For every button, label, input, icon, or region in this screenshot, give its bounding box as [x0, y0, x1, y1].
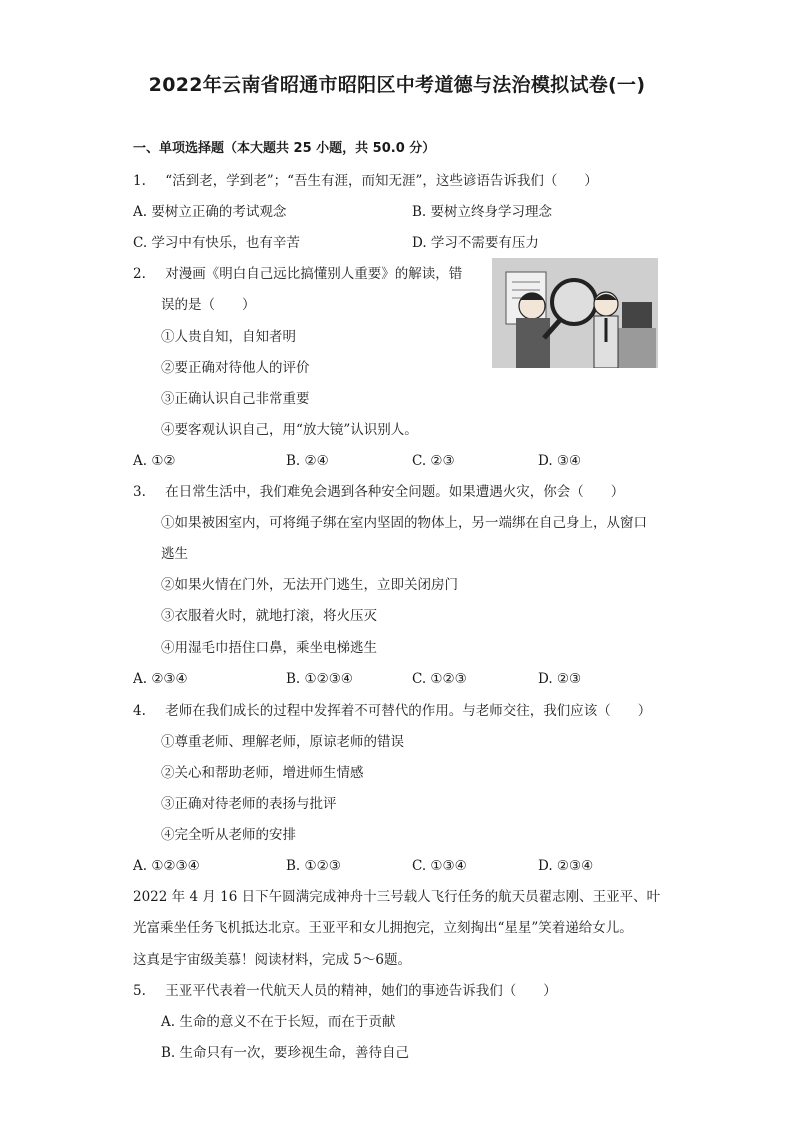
cartoon-illustration — [492, 258, 658, 368]
question-stem: “活到老，学到老”；“吾生有涯，而知无涯”，这些谚语告诉我们（ ） — [165, 173, 598, 189]
q3-item-4: ④用湿毛巾捂住口鼻，乘坐电梯逃生 — [161, 640, 377, 656]
material-line-1: 2022 年 4 月 16 日下午圆满完成神舟十三号载人飞行任务的航天员翟志刚、王亚平、叶 — [133, 889, 661, 905]
question-stem-continued: 误的是（ ） — [161, 297, 256, 313]
q2-option-c: C. ②③ — [412, 453, 455, 469]
question-2 — [133, 265, 462, 283]
q2-option-b: B. ②④ — [286, 453, 329, 469]
q1-option-c: C. 学习中有快乐，也有辛苦 — [133, 235, 300, 251]
q3-option-b: B. ①②③④ — [286, 671, 353, 687]
q1-option-a: A. 要树立正确的考试观念 — [133, 204, 287, 220]
q3-item-2: ②如果火情在门外，无法开门逃生，立即关闭房门 — [161, 577, 458, 593]
q4-item-4: ④完全听从老师的安排 — [161, 827, 296, 843]
q4-item-3: ③正确对待老师的表扬与批评 — [161, 796, 337, 812]
q2-item-3: ③正确认识自己非常重要 — [161, 391, 310, 407]
q5-option-a: A. 生命的意义不在于长短，而在于贡献 — [161, 1014, 396, 1030]
q4-option-c: C. ①③④ — [412, 858, 467, 874]
q3-item-1-continued: 逃生 — [161, 546, 188, 562]
question-stem: 老师在我们成长的过程中发挥着不可替代的作用。与老师交往，我们应该（ ） — [165, 703, 652, 719]
question-number: 4. — [133, 703, 146, 719]
q2-item-1: ①人贵自知，自知者明 — [161, 329, 296, 345]
q3-option-a: A. ②③④ — [133, 671, 188, 687]
question-number: 2. — [133, 266, 146, 282]
question-number: 1. — [133, 173, 146, 189]
q4-option-d: D. ②③④ — [538, 858, 594, 874]
question-3 — [133, 483, 624, 501]
exam-title: 2022年云南省昭通市昭阳区中考道德与法治模拟试卷(一) — [148, 74, 646, 96]
q2-item-2: ②要正确对待他人的评价 — [161, 360, 310, 376]
question-stem: 对漫画《明白自己远比搞懂别人重要》的解读，错 — [165, 266, 463, 282]
q4-option-a: A. ①②③④ — [133, 858, 200, 874]
q1-option-b: B. 要树立终身学习理念 — [412, 204, 553, 220]
q4-item-1: ①尊重老师、理解老师，原谅老师的错误 — [161, 734, 404, 750]
q3-option-d: D. ②③ — [538, 671, 582, 687]
question-5 — [133, 982, 557, 1000]
q4-item-2: ②关心和帮助老师，增进师生情感 — [161, 765, 364, 781]
q2-item-4: ④要客观认识自己，用“放大镜”认识别人。 — [161, 422, 418, 438]
q3-item-3: ③衣服着火时，就地打滚，将火压灭 — [161, 608, 377, 624]
q3-option-c: C. ①②③ — [412, 671, 467, 687]
section-heading: 一、单项选择题（本大题共 25 小题，共 50.0 分） — [133, 141, 436, 156]
q3-item-1: ①如果被困室内，可将绳子绑在室内坚固的物体上，另一端绑在自己身上，从窗口 — [161, 515, 647, 531]
question-stem: 在日常生活中，我们难免会遇到各种安全问题。如果遭遇火灾，你会（ ） — [165, 484, 625, 500]
question-number: 5. — [133, 983, 146, 999]
q5-option-b: B. 生命只有一次，要珍视生命，善待自己 — [161, 1045, 410, 1061]
question-4 — [133, 702, 651, 720]
material-line-2: 光富乘坐任务飞机抵达北京。王亚平和女儿拥抱完，立刻掏出“星星”笑着递给女儿。 — [133, 920, 633, 936]
material-line-3: 这真是宇宙级美慕！阅读材料，完成 5～6题。 — [133, 952, 411, 968]
question-stem: 王亚平代表着一代航天人员的精神，她们的事迹告诉我们（ ） — [165, 983, 557, 999]
q2-option-d: D. ③④ — [538, 453, 582, 469]
question-1 — [133, 172, 598, 190]
q4-option-b: B. ①②③ — [286, 858, 341, 874]
question-number: 3. — [133, 484, 146, 500]
q2-option-a: A. ①② — [133, 453, 176, 469]
q1-option-d: D. 学习不需要有压力 — [412, 235, 539, 251]
